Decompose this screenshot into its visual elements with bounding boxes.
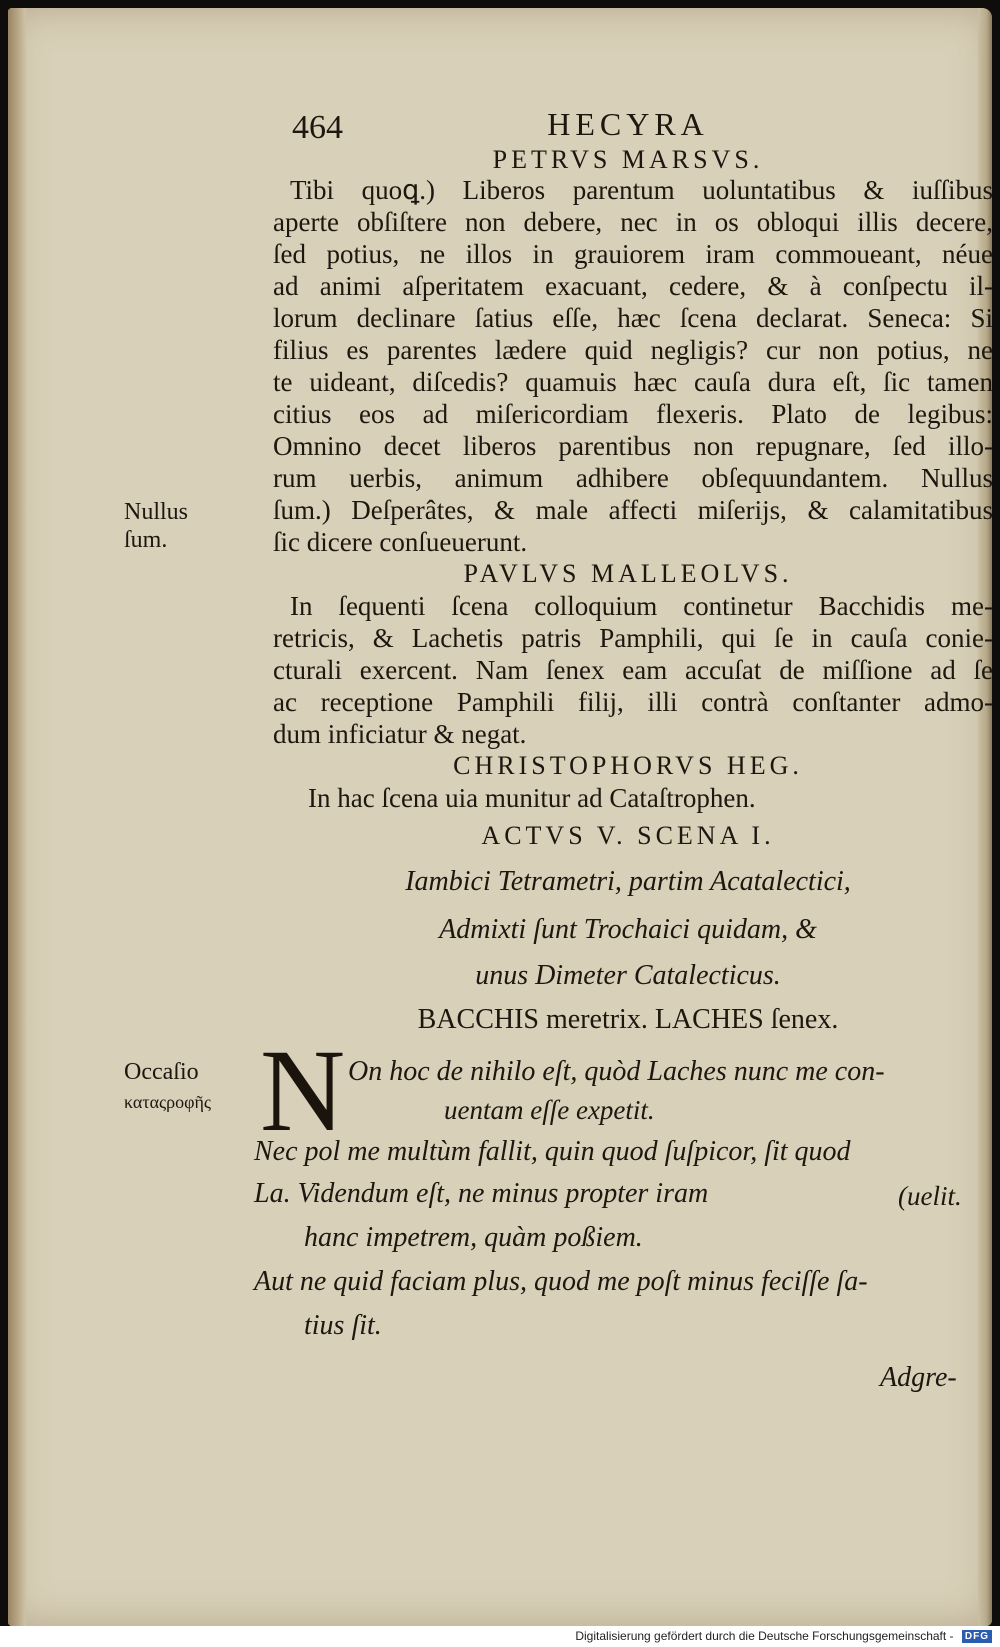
commentary-line: lorum declinare ſatius eſſe, hæc ſcena declarat. Seneca: Si bbox=[273, 303, 993, 333]
margin-note-sum: ſum. bbox=[124, 527, 168, 553]
meter-line: Admixti ſunt Trochaici quidam, & bbox=[439, 914, 817, 945]
cast-line: BACCHIS meretrix. LACHES ſenex. bbox=[417, 1004, 839, 1035]
verse-line: La. Videndum eſt, ne minus propter iram bbox=[254, 1178, 709, 1209]
margin-note-occasio: Occaſio bbox=[124, 1059, 199, 1085]
catchword: Adgre- bbox=[880, 1362, 957, 1393]
page-number: 464 bbox=[292, 109, 343, 146]
commentary-line: ſic dicere conſueuerunt. bbox=[273, 527, 528, 557]
meter-line: unus Dimeter Catalecticus. bbox=[475, 960, 781, 991]
commentary-line: Omnino decet liberos parentibus non repugnare, ſed illo- bbox=[273, 431, 993, 461]
commentary-line: In ſequenti ſcena colloquium continetur Bacchidis me- bbox=[290, 591, 993, 621]
running-title: HECYRA bbox=[547, 106, 709, 142]
section-heading-paulus-malleolus: PAVLVS MALLEOLVS. bbox=[463, 559, 793, 588]
commentary-line: In hac ſcena uia munitur ad Cataſtrophen. bbox=[308, 783, 756, 813]
section-heading-petrus-marsus: PETRVS MARSVS. bbox=[492, 145, 764, 174]
commentary-line: te uideant, diſcedis? quamuis hæc cauſa dura eſt, ſic tamen bbox=[273, 367, 993, 397]
commentary-line: aperte obſiſtere non debere, nec in os obloqui illis decere, bbox=[273, 207, 993, 237]
verse-line: Nec pol me multùm fallit, quin quod ſuſpicor, ſit quod bbox=[254, 1136, 851, 1167]
commentary-line: rum uerbis, animum adhibere obſequundantem. Nullus bbox=[273, 463, 993, 493]
margin-note-nullus: Nullus bbox=[124, 499, 189, 525]
commentary-line: citius eos ad miſericordiam flexeris. Plato de legibus: bbox=[273, 399, 993, 429]
verse-line: hanc impetrem, quàm poßiem. bbox=[304, 1222, 643, 1253]
commentary-line: cturali exercent. Nam ſenex eam accuſat de miſſione ad ſe bbox=[273, 655, 993, 685]
section-heading-christophorus: CHRISTOPHORVS HEG. bbox=[453, 751, 803, 780]
funding-credit: Digitalisierung gefördert durch die Deutsche Forschungsgemeinschaft - bbox=[575, 1629, 954, 1644]
page-text bbox=[8, 8, 992, 1626]
verse-line-turnover: (uelit. bbox=[898, 1181, 962, 1211]
commentary-line: filius es parentes lædere quid negligis? cur non potius, ne bbox=[273, 335, 993, 365]
act-title: ACTVS V. SCENA I. bbox=[481, 821, 775, 850]
commentary-line: ſum.) Deſperâtes, & male affecti miſerijs, & calamitatibus bbox=[273, 495, 993, 525]
verse-line: On hoc de nihilo eſt, quòd Laches nunc me con- bbox=[348, 1056, 885, 1087]
commentary-line: ad animi aſperitatem exacuant, cedere, & à conſpectu il- bbox=[273, 271, 993, 301]
commentary-line: ac receptione Pamphili filij, illi contrà conſtanter admo- bbox=[273, 687, 993, 717]
digitization-footer bbox=[0, 1626, 1000, 1647]
commentary-line: ſed potius, ne illos in grauiorem iram commoueant, néue bbox=[273, 239, 993, 269]
commentary-line: dum inficiatur & negat. bbox=[273, 719, 527, 749]
dfg-logo: DFG bbox=[962, 1630, 992, 1643]
meter-line: Iambici Tetrametri, partim Acatalectici, bbox=[405, 866, 851, 897]
margin-note-greek: καταςροφῆς bbox=[124, 1092, 212, 1112]
verse-line: Aut ne quid faciam plus, quod me poſt minus feciſſe ſa- bbox=[254, 1266, 868, 1297]
book-page bbox=[8, 8, 992, 1626]
verse-line: uentam eſſe expetit. bbox=[444, 1095, 655, 1125]
commentary-line: retricis, & Lachetis patris Pamphili, qui ſe in cauſa conie- bbox=[273, 623, 993, 653]
verse-line: tius ſit. bbox=[304, 1310, 382, 1341]
commentary-line: Tibi quoꝗ.) Liberos parentum uoluntatibus & iuſſibus bbox=[290, 175, 993, 205]
drop-cap: N bbox=[260, 1025, 346, 1156]
